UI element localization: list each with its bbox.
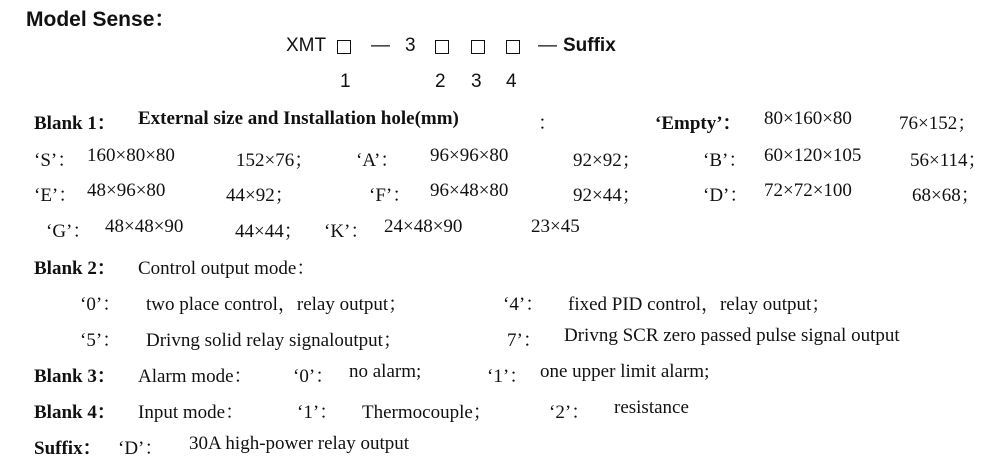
blank-box-1	[337, 40, 351, 54]
hole-value-k: 23×45	[531, 216, 580, 237]
blank3-heading: Blank 3：	[34, 366, 116, 387]
output-text-5: Drivng solid relay signaloutput；	[146, 330, 402, 351]
blank4-description: Input mode：	[138, 402, 245, 423]
input-text-2: resistance	[614, 397, 689, 418]
size-value-g: 48×48×90	[105, 216, 184, 237]
blank-number-4: 4	[506, 71, 517, 92]
model-dash-1: —	[371, 35, 390, 56]
size-value-d: 72×72×100	[764, 180, 852, 201]
hole-value-a: 92×92；	[573, 150, 641, 171]
size-code-g: ‘G’：	[46, 221, 92, 242]
size-code-empty: ‘Empty’：	[655, 113, 742, 134]
output-text-0: two place control，relay output；	[146, 294, 408, 315]
size-code-b: ‘B’：	[703, 150, 748, 171]
size-value-e: 48×96×80	[87, 180, 166, 201]
hole-value-s: 152×76；	[236, 150, 314, 171]
blank1-title-colon: ：	[538, 113, 558, 134]
output-code-5: ‘5’：	[80, 330, 122, 351]
output-code-0: ‘0’：	[80, 294, 122, 315]
size-value-b: 60×120×105	[764, 145, 862, 166]
output-text-7: Drivng SCR zero passed pulse signal output	[564, 325, 900, 346]
blank-number-2: 2	[435, 71, 446, 92]
size-code-f: ‘F’：	[369, 185, 412, 206]
model-prefix: XMT	[286, 35, 327, 56]
blank4-heading: Blank 4：	[34, 402, 116, 423]
blank-box-2	[435, 40, 449, 54]
size-value-a: 96×96×80	[430, 145, 509, 166]
hole-value-b: 56×114；	[910, 150, 987, 171]
size-value-f: 96×48×80	[430, 180, 509, 201]
input-code-2: ‘2’：	[549, 402, 591, 423]
blank1-heading: Blank 1：	[34, 113, 116, 134]
size-value-k: 24×48×90	[384, 216, 463, 237]
size-value-empty: 80×160×80	[764, 108, 852, 129]
output-code-4: ‘4’：	[503, 294, 545, 315]
alarm-text-1: one upper limit alarm;	[540, 361, 710, 382]
model-fixed-digit: 3	[405, 35, 416, 56]
size-code-d: ‘D’：	[703, 185, 749, 206]
hole-value-e: 44×92；	[226, 185, 294, 206]
suffix-text: 30A high-power relay output	[189, 433, 410, 454]
hole-value-f: 92×44；	[573, 185, 641, 206]
size-code-k: ‘K’：	[324, 221, 370, 242]
output-text-4: fixed PID control，relay output；	[568, 294, 831, 315]
blank-number-1: 1	[340, 71, 351, 92]
alarm-code-1: ‘1’：	[487, 366, 529, 387]
blank-number-3: 3	[471, 71, 482, 92]
size-code-a: ‘A’：	[356, 150, 400, 171]
page-title: Model Sense：	[26, 8, 176, 31]
blank3-description: Alarm mode：	[138, 366, 253, 387]
alarm-code-0: ‘0’：	[293, 366, 335, 387]
input-text-1: Thermocouple；	[362, 402, 492, 423]
suffix-heading: Suffix：	[34, 438, 102, 459]
blank-box-4	[506, 40, 520, 54]
hole-value-d: 68×68；	[912, 185, 980, 206]
hole-value-empty: 76×152；	[899, 113, 977, 134]
size-code-s: ‘S’：	[34, 150, 77, 171]
blank2-heading: Blank 2：	[34, 258, 116, 279]
hole-value-g: 44×44；	[235, 221, 303, 242]
size-value-s: 160×80×80	[87, 145, 175, 166]
size-code-e: ‘E’：	[34, 185, 78, 206]
blank-box-3	[471, 40, 485, 54]
blank2-description: Control output mode：	[138, 258, 316, 279]
model-dash-2: —	[538, 35, 557, 56]
model-suffix: Suffix	[563, 35, 616, 56]
suffix-code: ‘D’：	[118, 438, 164, 459]
input-code-1: ‘1’：	[297, 402, 339, 423]
blank1-title: External size and Installation hole(mm)	[138, 108, 459, 129]
alarm-text-0: no alarm;	[349, 361, 422, 382]
output-code-7: 7’：	[507, 330, 542, 351]
